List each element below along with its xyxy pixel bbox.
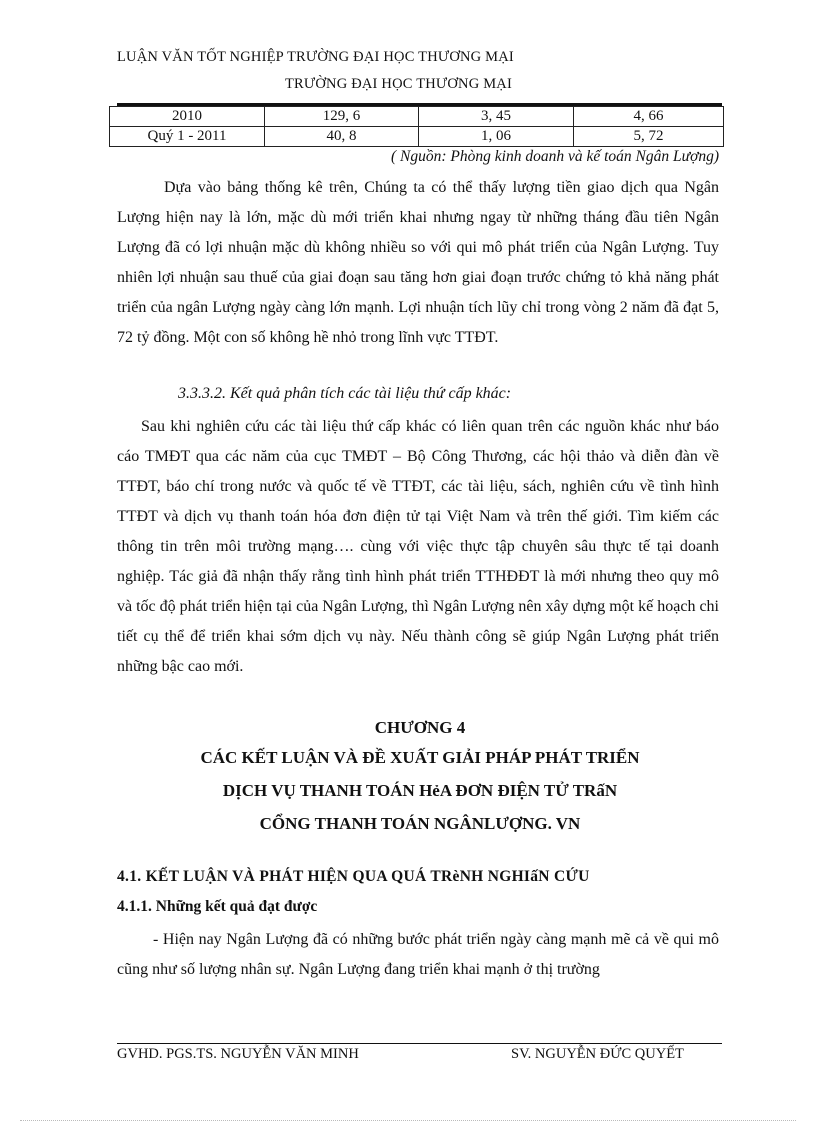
table-cell: 40, 8 [265,127,419,147]
chapter-title-line-1: CÁC KẾT LUẬN VÀ ĐỀ XUẤT GIẢI PHÁP PHÁT TRIỂN [200,748,640,767]
paragraph-secondary-research: Sau khi nghiên cứu các tài liệu thứ cấp khác có liên quan trên các nguồn khác như báo cáo TMĐT qua các năm của cục TMĐT – Bộ Công Thương, các hội thảo và diễn đàn về TTĐT, báo chí trong nước và quốc tế về TTĐT, các tài liệu, sách, nghiên cứu về tình hình TTĐT và dịch vụ thanh toán hóa đơn điện tử tại Việt Nam và trên thế giới. Tìm kiếm các thông tin trên môi trường mạng…. cùng với việc thực tập chuyên sâu thực tế tại doanh nghiệp. Tác giả đã nhận thấy rằng tình hình phát triển TTHĐĐT là mới nhưng theo quy mô và tốc độ phát triển hiện tại của Ngân Lượng, thì Ngân Lượng nên xây dựng một kế hoạch chi tiết cụ thể để triển khai sớm dịch vụ này. Nếu thành công sẽ giúp Ngân Lượng phát triển những bậc cao mới. [117,418,719,675]
table-row [110,127,724,147]
table-cell: 129, 6 [265,107,419,127]
header-line-1: LUẬN VĂN TỐT NGHIỆP TRƯỜNG ĐẠI HỌC THƯƠNG MẠI [117,49,514,65]
table-cell: 2010 [110,107,265,127]
footer-advisor: GVHD. PGS.TS. NGUYỄN VĂN MINH [117,1046,359,1062]
chapter-title-line-2: DỊCH VỤ THANH TOÁN HẻA ĐƠN ĐIỆN TỬ TRấN [222,781,618,800]
subheading-secondary-results: 3.3.3.2. Kết quả phân tích các tài liệu thứ cấp khác: [178,385,512,402]
paragraph-analysis: Dựa vào bảng thống kê trên, Chúng ta có thể thấy lượng tiền giao dịch qua Ngân Lượng hiện nay là lớn, mặc dù mới triển khai nhưng ngay từ những tháng đầu tiên Ngân Lượng đã có lợi nhuận mặc dù không nhiều so với qui mô phát triển của Ngân Lượng. Tuy nhiên lợi nhuận sau thuế của giai đoạn sau tăng hơn giai đoạn trước chứng tỏ khả năng phát triển của ngân Lượng ngày càng lớn mạnh. Lợi nhuận tích lũy chỉ trong vòng 2 năm đã đạt 5, 72 tỷ đồng. Một con số không hề nhỏ trong lĩnh vực TTĐT. [117,179,719,346]
section-heading: 4.1. KẾT LUẬN VÀ PHÁT HIỆN QUA QUÁ TRèNH NGHIấN CỨU [117,868,590,885]
footer-student: SV. NGUYỄN ĐỨC QUYẾT [511,1046,684,1062]
paragraph-results: - Hiện nay Ngân Lượng đã có những bước phát triển ngày càng mạnh mẽ cả về qui mô cũng như số lượng nhân sự. Ngân Lượng đang triển khai mạnh ở thị trường [117,931,719,978]
chapter-number: CHƯƠNG 4 [374,718,466,737]
data-table [109,106,724,147]
table-cell: 3, 45 [419,107,574,127]
table-cell: Quý 1 - 2011 [110,127,265,147]
table-source-note: ( Nguồn: Phòng kinh doanh và kế toán Ngân Lượng) [391,148,719,165]
chapter-title-line-3: CỔNG THANH TOÁN NGÂNLƯỢNG. VN [259,814,581,833]
table-cell: 4, 66 [574,107,724,127]
table-row [110,107,724,127]
subsection-heading: 4.1.1. Những kết quả đạt được [117,898,318,915]
header-line-2: TRƯỜNG ĐẠI HỌC THƯƠNG MẠI [285,76,513,92]
table-cell: 5, 72 [574,127,724,147]
footer-rule [117,1043,722,1044]
table-cell: 1, 06 [419,127,574,147]
page-bottom-divider [20,1120,796,1121]
